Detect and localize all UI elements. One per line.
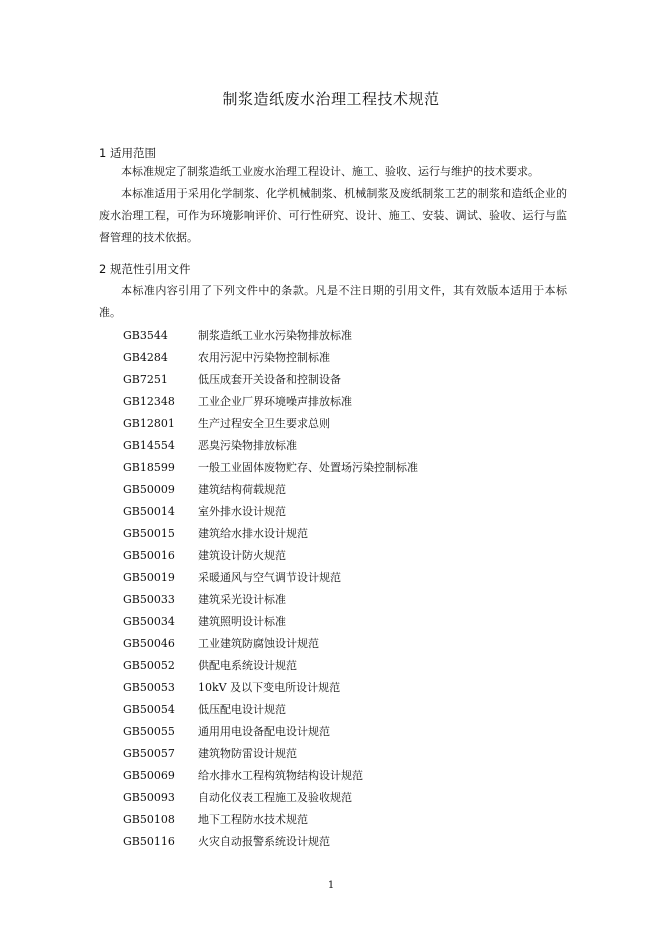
reference-name: 建筑设计防火规范 (198, 549, 286, 562)
reference-item (123, 347, 418, 369)
reference-item (123, 325, 418, 347)
reference-name: 生产过程安全卫生要求总则 (198, 417, 330, 430)
reference-item (123, 369, 418, 391)
section-1-paragraph-2: 本标准适用于采用化学制浆、化学机械制浆、机械制浆及废纸制浆工艺的制浆和造纸企业的废水治理工程，可作为环境影响评价、可行性研究、设计、施工、安装、调试、验收、运行与监督管理的技术依据。 (99, 187, 567, 244)
reference-name: 供配电系统设计规范 (198, 659, 297, 672)
section-1-paragraph-1: 本标准规定了制浆造纸工业废水治理工程设计、施工、验收、运行与维护的技术要求。 (121, 165, 539, 178)
reference-item (123, 435, 418, 457)
reference-name: 给水排水工程构筑物结构设计规范 (198, 769, 363, 782)
reference-name: 建筑给水排水设计规范 (198, 527, 308, 540)
reference-item (123, 479, 418, 501)
reference-name: 低压配电设计规范 (198, 703, 286, 716)
reference-code: GB50052 (123, 659, 175, 672)
reference-name: 建筑结构荷载规范 (198, 483, 286, 496)
document-title: 制浆造纸废水治理工程技术规范 (222, 90, 440, 108)
reference-item (123, 589, 418, 611)
reference-item (123, 413, 418, 435)
reference-code: GB50116 (123, 835, 175, 848)
reference-code: GB50057 (123, 747, 175, 760)
reference-item (123, 809, 418, 831)
reference-code: GB50019 (123, 571, 175, 584)
reference-item (123, 677, 418, 699)
reference-code: GB50014 (123, 505, 175, 518)
reference-name: 室外排水设计规范 (198, 505, 286, 518)
reference-code: GB50093 (123, 791, 175, 804)
reference-item (123, 457, 418, 479)
reference-name: 建筑采光设计标准 (198, 593, 286, 606)
reference-code: GB50015 (123, 527, 175, 540)
reference-item (123, 787, 418, 809)
reference-name: 低压成套开关设备和控制设备 (198, 373, 341, 386)
reference-code: GB50034 (123, 615, 175, 628)
reference-item (123, 721, 418, 743)
reference-code: GB7251 (123, 373, 168, 386)
reference-name: 自动化仪表工程施工及验收规范 (198, 791, 352, 804)
reference-item (123, 567, 418, 589)
reference-name: 10kV 及以下变电所设计规范 (198, 681, 341, 694)
reference-item (123, 611, 418, 633)
reference-name: 农用污泥中污染物控制标准 (198, 351, 330, 364)
reference-item (123, 743, 418, 765)
reference-item (123, 633, 418, 655)
reference-code: GB50053 (123, 681, 175, 694)
section-2-intro: 本标准内容引用了下列文件中的条款。凡是不注日期的引用文件，其有效版本适用于本标准。 (99, 284, 567, 319)
reference-name: 地下工程防水技术规范 (198, 813, 308, 826)
reference-item (123, 545, 418, 567)
reference-name: 工业企业厂界环境噪声排放标准 (198, 395, 352, 408)
reference-code: GB50055 (123, 725, 175, 738)
reference-code: GB50054 (123, 703, 175, 716)
reference-code: GB50108 (123, 813, 175, 826)
reference-item (123, 699, 418, 721)
reference-code: GB12801 (123, 417, 175, 430)
reference-name: 工业建筑防腐蚀设计规范 (198, 637, 319, 650)
reference-list (123, 325, 418, 853)
reference-item (123, 831, 418, 853)
reference-code: GB12348 (123, 395, 175, 408)
reference-code: GB4284 (123, 351, 168, 364)
reference-code: GB50069 (123, 769, 175, 782)
reference-name: 恶臭污染物排放标准 (198, 439, 297, 452)
reference-item (123, 391, 418, 413)
reference-name: 采暖通风与空气调节设计规范 (198, 571, 341, 584)
reference-name: 火灾自动报警系统设计规范 (198, 835, 330, 848)
reference-name: 通用用电设备配电设计规范 (198, 725, 330, 738)
reference-code: GB50009 (123, 483, 175, 496)
section-1-heading: 1 适用范围 (99, 146, 156, 160)
reference-code: GB18599 (123, 461, 175, 474)
reference-code: GB50046 (123, 637, 175, 650)
reference-code: GB14554 (123, 439, 175, 452)
reference-code: GB3544 (123, 329, 168, 342)
reference-code: GB50033 (123, 593, 175, 606)
reference-item (123, 765, 418, 787)
reference-item (123, 501, 418, 523)
reference-name: 建筑物防雷设计规范 (198, 747, 297, 760)
reference-item (123, 523, 418, 545)
reference-item (123, 655, 418, 677)
section-2-heading: 2 规范性引用文件 (99, 262, 191, 276)
reference-name: 制浆造纸工业水污染物排放标准 (198, 329, 352, 342)
reference-name: 一般工业固体废物贮存、处置场污染控制标准 (198, 461, 418, 474)
reference-name: 建筑照明设计标准 (198, 615, 286, 628)
reference-code: GB50016 (123, 549, 175, 562)
page-number: 1 (327, 880, 335, 891)
